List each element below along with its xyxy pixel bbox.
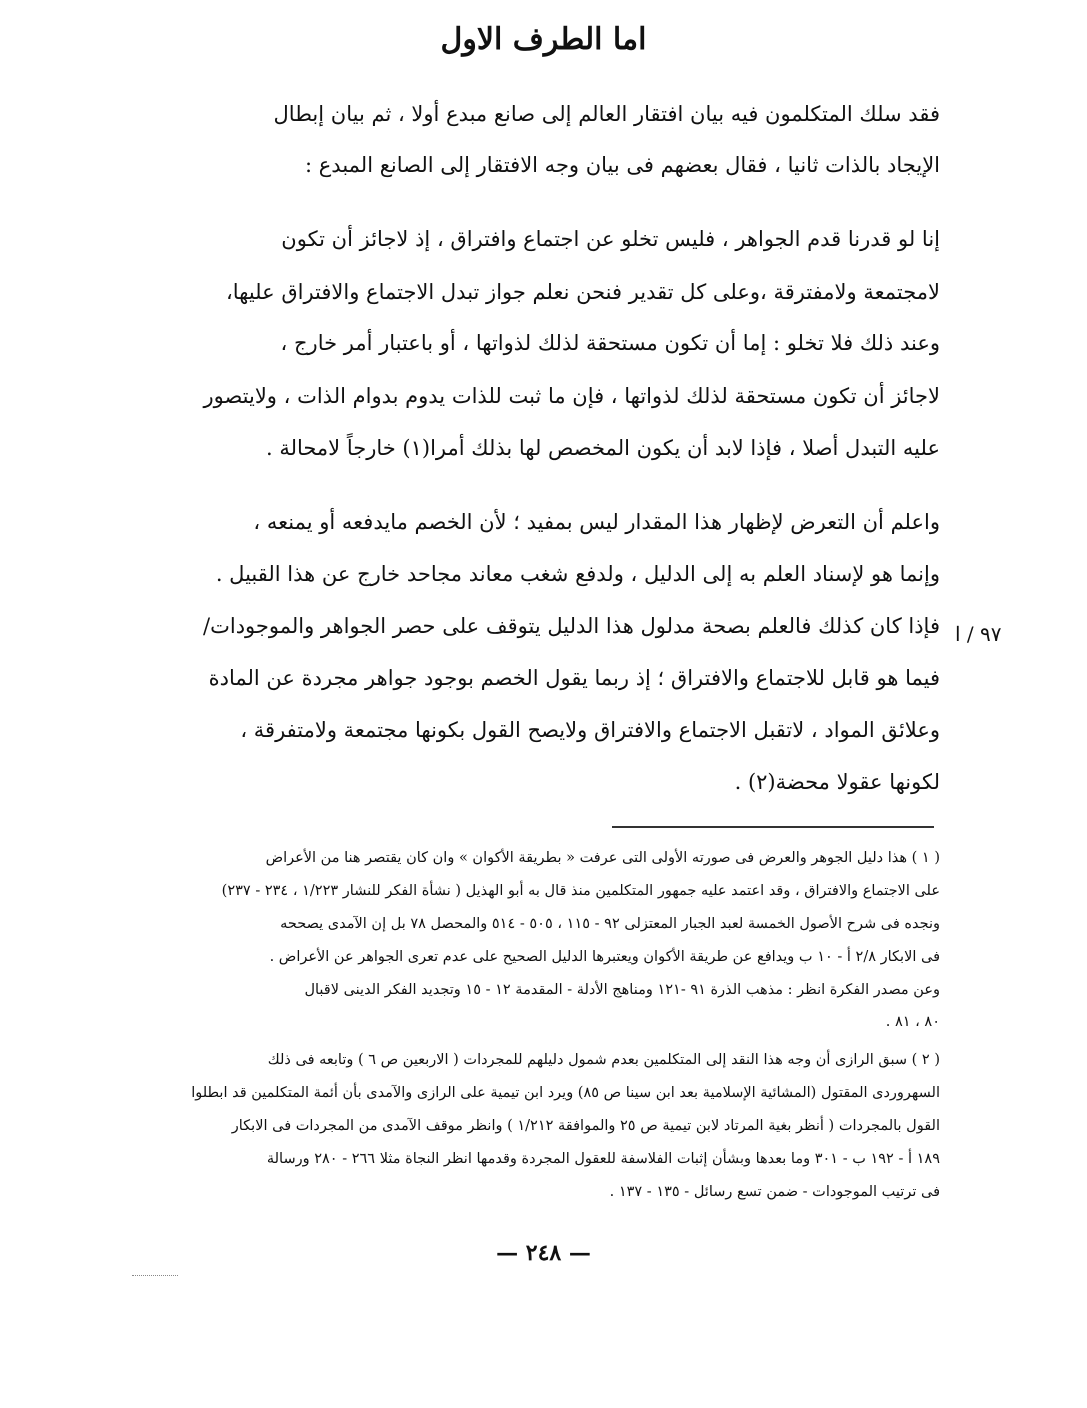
footnote-1-line-4: فى الابكار ٢/٨ أ - ١٠ ب ويدافع عن طريقة الأكوان ويعتبرها الدليل الصحيح على عدم تعرى الجواهر عن الأعراض . <box>269 949 940 965</box>
paragraph-3-line-2: وإنما هو لإسناد العلم به إلى الدليل ، ولدفع شغب معاند مجاحد خارج عن هذا القبيل . <box>215 562 940 586</box>
section-title: اما الطرف الاول <box>440 22 647 57</box>
paragraph-4-line-4: لكونها عقولا محضة(٢) . <box>734 770 940 794</box>
footnote-2-line-1: ( ٢ ) سبق الرازى أن وجه هذا النقد إلى المتكلمين بعدم شمول دليلهم للمجردات ( الاربعين ص ٦ ) وتابعه فى ذلك <box>267 1052 940 1068</box>
paragraph-2-line-1: إنا لو قدرنا قدم الجواهر ، فليس تخلو عن اجتماع وافتراق ، إذ لاجائز أن تكون <box>281 227 940 251</box>
footnote-1-line-5: وعن مصدر الفكرة انظر : مذهب الذرة ٩١ -١٢١ ومناهج الأدلة - المقدمة ١٢ - ١٥ وتجديد الفكر الدينى لاقبال <box>304 982 940 998</box>
footnote-1-line-1: ( ١ ) هذا دليل الجوهر والعرض فى صورته الأولى التى عرفت « بطريقة الأكوان » وان كان يقتصر هنا من الأعراض <box>265 850 940 866</box>
paragraph-2-line-5: عليه التبدل أصلا ، فإذا لابد أن يكون المخصص لها بذلك أمرا(١) خارجاً لامحالة . <box>265 436 940 460</box>
manuscript-folio-ref: ٩٧ / ا <box>955 622 1002 646</box>
footnote-2-line-5: فى ترتيب الموجودات - ضمن تسع رسائل - ١٣٥ - ١٣٧ . <box>609 1184 940 1200</box>
paragraph-4-line-3: وعلائق المواد ، لاتقبل الاجتماع والافتراق ولايصح القول بكونها مجتمعة ولامتفرقة ، <box>240 718 940 742</box>
footnote-2-line-4: ١٨٩ أ - ١٩٢ ب - ٣٠١ وما بعدها وبشأن إثبات الفلاسفة للعقول المجردة وقدمها انظر النجاة مثلا ٢٦٦ - ٢٨٠ ورسالة <box>266 1151 940 1167</box>
paragraph-1-line-1: فقد سلك المتكلمون فيه بيان افتقار العالم إلى صانع مبدع أولا ، ثم بيان إبطال <box>273 102 940 126</box>
paragraph-2-line-2: لامجتمعة ولامفترقة ،وعلى كل تقدير فنحن نعلم جواز تبدل الاجتماع والافتراق عليها، <box>225 280 940 304</box>
footnote-1-line-2: على الاجتماع والافتراق ، وقد اعتمد عليه جمهور المتكلمين منذ قال به أبو الهذيل ( نشأة الفكر للنشار ١/٢٢٣ ، ٢٣٤ - ٢٣٧) <box>221 883 940 899</box>
scan-artifact <box>132 1275 178 1276</box>
paragraph-4-line-1: فإذا كان كذلك فالعلم بصحة مدلول هذا الدليل يتوقف على حصر الجواهر والموجودات/ <box>203 614 940 638</box>
paragraph-4-line-2: فيما هو قابل للاجتماع والافتراق ؛ إذ ربما يقول الخصم بوجود جواهر مجردة عن المادة <box>208 666 940 690</box>
footnote-1-line-6: ٨٠ ، ٨١ . <box>885 1014 940 1030</box>
page-number: — ٢٤٨ — <box>496 1240 591 1266</box>
footnote-1-line-3: ونجده فى شرح الأصول الخمسة لعبد الجبار المعتزلى ٩٢ - ١١٥ ، ٥٠٥ - ٥١٤ والمحصل ٧٨ بل إن الآمدى يصححه <box>280 916 940 932</box>
footnote-2-line-2: السهروردى المقتول (المشائية الإسلامية بعد ابن سينا ص ٨٥) ويرد ابن تيمية على الرازى والآمدى بأن أئمة المتكلمين قد ابطلوا <box>191 1085 940 1101</box>
paragraph-1-line-2: الإيجاد بالذات ثانيا ، فقال بعضهم فى بيان وجه الافتقار إلى الصانع المبدع : <box>305 153 940 177</box>
footnote-separator <box>612 826 934 828</box>
paragraph-3-line-1: واعلم أن التعرض لإظهار هذا المقدار ليس بمفيد ؛ لأن الخصم مايدفعه أو يمنعه ، <box>253 510 940 534</box>
paragraph-2-line-4: لاجائز أن تكون مستحقة لذلك لذواتها ، فإن ما ثبت للذات يدوم بدوام الذات ، ولايتصور <box>203 384 940 408</box>
footnote-2-line-3: القول بالمجردات ( أنظر بغية المرتاد لابن تيمية ص ٢٥ والموافقة ١/٢١٢ ) وانظر موقف الآمدى من المجردات فى الابكار <box>231 1118 940 1134</box>
paragraph-2-line-3: وعند ذلك فلا تخلو : إما أن تكون مستحقة لذلك لذواتها ، أو باعتبار أمر خارج ، <box>280 331 940 355</box>
